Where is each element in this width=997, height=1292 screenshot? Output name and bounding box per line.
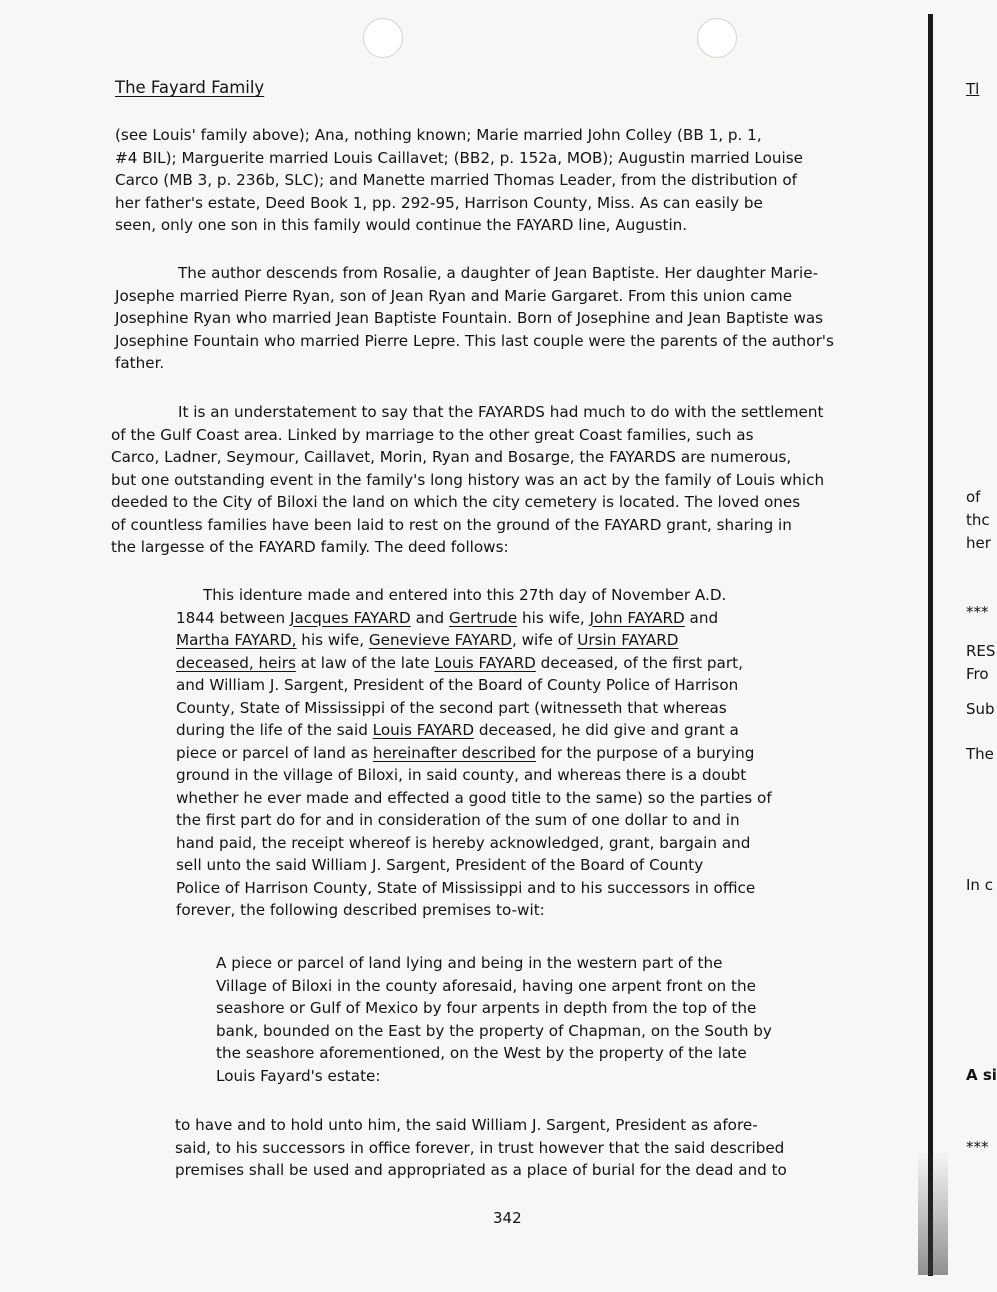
underlined-name: Ursin FAYARD: [577, 631, 679, 649]
adjacent-page-fragment: The: [966, 745, 994, 763]
adjacent-page-fragment: RES: [966, 642, 996, 660]
underlined-name: John FAYARD: [589, 608, 685, 627]
text-line: seashore or Gulf of Mexico by four arpents in depth from the top of the: [216, 999, 757, 1017]
text-run: piece or parcel of land as: [176, 743, 373, 762]
punch-hole: [697, 18, 737, 58]
adjacent-page-fragment: Tl: [966, 80, 980, 98]
text-line: but one outstanding event in the family's long history was an act by the family of Louis which: [111, 470, 825, 489]
text-line: It is an understatement to say that the FAYARDS had much to do with the settlement: [178, 403, 824, 421]
text-line: Village of Biloxi in the county aforesaid, having one arpent front on the: [216, 976, 756, 995]
deed-block: [176, 584, 866, 922]
closing-text: [175, 1114, 875, 1182]
text-line: Josephine Fountain who married Pierre Lepre. This last couple were the parents of the author's: [115, 331, 834, 350]
text-line: and William J. Sargent, President of the Board of County Police of Harrison: [176, 676, 739, 694]
adjacent-page-fragment: ***: [966, 1138, 989, 1156]
text-line: [176, 652, 866, 675]
text-run: and: [684, 608, 719, 627]
text-line: the largesse of the FAYARD family. The deed follows:: [111, 538, 509, 556]
text-line: Josephine Ryan who married Jean Baptiste Fountain. Born of Josephine and Jean Baptiste was: [115, 309, 824, 327]
text-line: [176, 742, 866, 765]
text-line: Carco (MB 3, p. 236b, SLC); and Manette married Thomas Leader, from the distribution of: [115, 171, 797, 189]
text-run: and: [410, 608, 449, 627]
text-line: [176, 719, 866, 742]
text-line: #4 BIL); Marguerite married Louis Caillavet; (BB2, p. 152a, MOB); Augustin married Louise: [115, 148, 804, 167]
text-run: for the purpose of a burying: [536, 743, 755, 762]
text-run: his wife,: [517, 608, 590, 627]
adjacent-page-fragment: Sub: [966, 700, 995, 718]
text-line: bank, bounded on the East by the property of Chapman, on the South by: [216, 1021, 772, 1040]
text-run: deceased, he did give and grant a: [474, 721, 739, 739]
text-line: County, State of Mississippi of the second part (witnesseth that whereas: [176, 698, 727, 717]
text-line: of countless families have been laid to rest on the ground of the FAYARD grant, sharing in: [111, 515, 792, 534]
text-line: of the Gulf Coast area. Linked by marriage to the other great Coast families, such as: [111, 425, 754, 444]
adjacent-page-fragment: A si: [966, 1066, 997, 1084]
binding-shadow: [928, 14, 933, 1276]
text-line: the seashore aforementioned, on the West by the property of the late: [216, 1044, 747, 1062]
underlined-name: Genevieve FAYARD: [368, 631, 512, 649]
adjacent-page-fragment: thc: [966, 511, 990, 529]
text-run: his wife,: [296, 631, 369, 649]
text-line: A piece or parcel of land lying and being in the western part of the: [216, 954, 723, 972]
underlined-name: Louis FAYARD: [372, 721, 475, 739]
underlined-name: Jacques FAYARD: [289, 608, 411, 627]
text-line: hand paid, the receipt whereof is hereby acknowledged, grant, bargain and: [176, 833, 751, 852]
text-line: her father's estate, Deed Book 1, pp. 292-95, Harrison County, Miss. As can easily be: [115, 193, 763, 212]
page-number: 342: [493, 1209, 522, 1227]
underlined-name: Louis FAYARD: [434, 653, 536, 672]
text-line: to have and to hold unto him, the said William J. Sargent, President as afore-: [175, 1116, 758, 1134]
adjacent-page-fragment: ***: [966, 603, 989, 621]
text-line: the first part do for and in consideration of the sum of one dollar to and in: [176, 811, 740, 829]
text-run: 1844 between: [176, 608, 290, 627]
underlined-name: Gertrude: [449, 608, 518, 627]
text-run: during the life of the said: [176, 721, 373, 739]
text-line: deeded to the City of Biloxi the land on which the city cemetery is located. The loved ones: [111, 493, 801, 511]
text-run: , wife of: [511, 631, 578, 649]
text-line: Josephe married Pierre Ryan, son of Jean Ryan and Marie Gargaret. From this union came: [115, 286, 793, 305]
text-line: whether he ever made and effected a good title to the same) so the parties of: [176, 788, 772, 807]
text-line: seen, only one son in this family would continue the FAYARD line, Augustin.: [115, 216, 688, 234]
text-line: sell unto the said William J. Sargent, President of the Board of County: [176, 856, 704, 874]
underlined-name: hereinafter described: [372, 743, 536, 762]
punch-hole: [363, 18, 403, 58]
text-line: said, to his successors in office forever, in trust however that the said described: [175, 1138, 785, 1157]
text-line: ground in the village of Biloxi, in said county, and whereas there is a doubt: [176, 766, 747, 784]
paragraph-3: [111, 401, 915, 559]
text-line: premises shall be used and appropriated as a place of burial for the dead and to: [175, 1161, 787, 1179]
page-title: The Fayard Family: [115, 78, 265, 97]
text-line: father.: [115, 354, 165, 372]
underlined-name: deceased, heirs: [176, 653, 296, 672]
adjacent-page-fragment: In c: [966, 876, 993, 894]
parcel-description: [216, 952, 866, 1087]
text-run: at law of the late: [295, 653, 435, 672]
paragraph-2: [115, 262, 915, 375]
text-line: (see Louis' family above); Ana, nothing known; Marie married John Colley (BB 1, p. 1,: [115, 126, 762, 144]
adjacent-page-fragment: of: [966, 488, 981, 506]
adjacent-page-fragment: her: [966, 534, 991, 552]
text-run: deceased, of the first part,: [535, 653, 743, 672]
text-line: Louis Fayard's estate:: [216, 1066, 381, 1085]
text-line: [176, 607, 866, 630]
text-line: Carco, Ladner, Seymour, Caillavet, Morin, Ryan and Bosarge, the FAYARDS are numerous,: [111, 448, 792, 466]
underlined-name: Martha FAYARD,: [176, 631, 297, 649]
text-line: forever, the following described premises to-wit:: [176, 901, 545, 919]
text-line: The author descends from Rosalie, a daughter of Jean Baptiste. Her daughter Marie-: [178, 264, 819, 282]
paragraph-1: [115, 124, 915, 237]
text-line: This identure made and entered into this 27th day of November A.D.: [203, 586, 727, 604]
text-line: [176, 629, 866, 652]
text-line: Police of Harrison County, State of Mississippi and to his successors in office: [176, 878, 756, 897]
scan-smudge: [918, 1150, 948, 1275]
adjacent-page-fragment: Fro: [966, 665, 989, 683]
